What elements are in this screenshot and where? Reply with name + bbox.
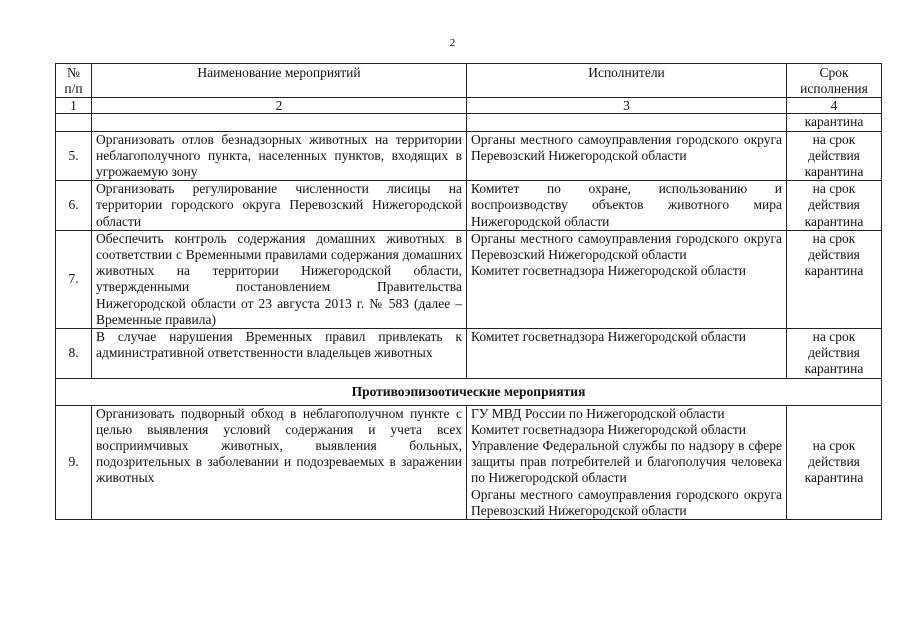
row-executors (467, 131, 787, 181)
row-measure: В случае нарушения Временных правил привлекать к административной ответственности владельцев животных (92, 329, 467, 379)
executor: Органы местного самоуправления городского округа Перевозский Нижегородской области (471, 230, 782, 263)
row-term: на срок действия карантина (787, 131, 882, 181)
table-row (56, 131, 882, 181)
column-number: 1 (56, 98, 92, 114)
row-executors (467, 181, 787, 231)
executor: Органы местного самоуправления городского округа Перевозский Нижегородской области (471, 486, 782, 518)
header-name: Наименование мероприятий (92, 64, 467, 98)
continuation-term: карантина (787, 114, 882, 131)
row-number: 7. (56, 230, 92, 328)
executor: Управление Федеральной службы по надзору в сфере защиты прав потребителей и благополучия человека по Нижегородской области (471, 438, 782, 486)
executor: ГУ МВД России по Нижегородской области (471, 405, 725, 421)
executor: Комитет госветнадзора Нижегородской области (471, 263, 746, 279)
row-executors (467, 405, 787, 519)
header-num: № п/п (56, 64, 92, 98)
continuation-row (56, 114, 882, 131)
row-measure: Организовать подворный обход в неблагополучном пункте с целью выявления условий содержания и учета всех восприимчивых животных, выявления больных, подозрительных в заболевании и подозреваемых в заражении животных (92, 405, 467, 519)
table-row (56, 329, 882, 379)
row-term: на срок действия карантина (787, 405, 882, 519)
row-number: 9. (56, 405, 92, 519)
table-row (56, 405, 882, 519)
page-number: 2 (449, 37, 456, 49)
executor: Органы местного самоуправления городского округа Перевозский Нижегородской области (471, 131, 782, 163)
header-row (56, 64, 882, 98)
row-number: 8. (56, 329, 92, 379)
row-term: на срок действия карантина (787, 329, 882, 379)
column-numbers-row (56, 98, 882, 114)
header-term: Срок исполнения (787, 64, 882, 98)
row-measure: Организовать регулирование численности лисицы на территории городского округа Перевозский Нижегородской области (92, 181, 467, 231)
column-number: 2 (92, 98, 467, 114)
section-title: Противоэпизоотические мероприятия (56, 378, 882, 405)
row-measure: Обеспечить контроль содержания домашних животных в соответствии с Временными правилами содержания домашних животных на территории Нижегородской области, утвержденными постановлением Правительства Нижегородской области от 23 августа 2013 г. № 583 (далее – Временные правила) (92, 230, 467, 328)
row-executors (467, 230, 787, 328)
row-term: на срок действия карантина (787, 230, 882, 328)
table-row (56, 181, 882, 231)
row-number: 6. (56, 181, 92, 231)
row-number: 5. (56, 131, 92, 181)
table-row (56, 230, 882, 328)
header-executors: Исполнители (467, 64, 787, 98)
section-row (56, 378, 882, 405)
executor: Комитет по охране, использованию и воспроизводству объектов животного мира Нижегородской области (471, 181, 782, 229)
measures-table (55, 63, 882, 520)
executor: Комитет госветнадзора Нижегородской области (471, 421, 746, 437)
row-executors (467, 329, 787, 379)
row-measure: Организовать отлов безнадзорных животных на территории неблагополучного пункта, населенных пунктов, входящих в угрожаемую зону (92, 131, 467, 181)
column-number: 4 (787, 98, 882, 114)
executor: Комитет госветнадзора Нижегородской области (471, 329, 746, 345)
column-number: 3 (467, 98, 787, 114)
row-term: на срок действия карантина (787, 181, 882, 231)
